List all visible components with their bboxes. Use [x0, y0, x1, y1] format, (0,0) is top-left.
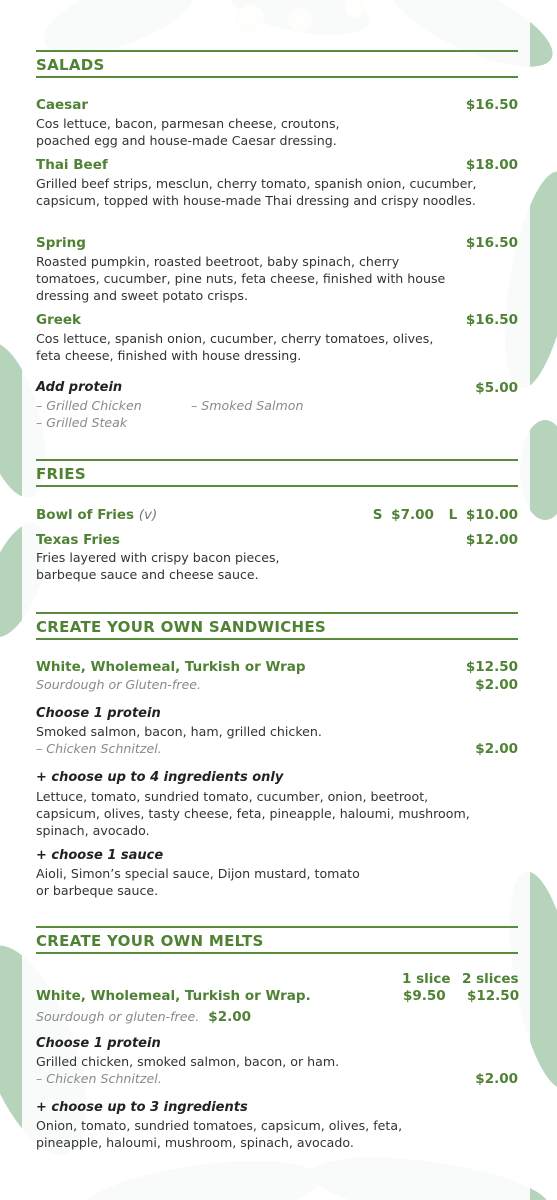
salad-thai-beef-price: $18.00 [465, 157, 518, 173]
melts-header [36, 926, 518, 954]
salads-title: SALADS [36, 56, 105, 74]
salad-spring-price: $16.50 [465, 235, 518, 251]
protein-option-salmon: – Smoked Salmon [191, 398, 304, 413]
texas-fries-desc-line2: barbeque sauce and cheese sauce. [36, 567, 259, 582]
sandwich-bread-alt-price: $2.00 [475, 677, 518, 693]
texas-fries-name: Texas Fries [36, 532, 120, 548]
melt-protein-extra: – Chicken Schnitzel. [36, 1071, 162, 1086]
salad-spring-desc: Roasted pumpkin, roasted beetroot, baby spinach, cherry tomatoes, cucumber, pine nuts, feta cheese, finished with house dressing and sweet potato crisps. [36, 254, 446, 303]
protein-option-steak: – Grilled Steak [36, 415, 128, 430]
melt-col-2-slices: 2 slices [462, 971, 519, 987]
melt-bread-price-2: $12.50 [467, 988, 520, 1004]
melt-ingredients-title: + choose up to 3 ingredients [36, 1100, 248, 1115]
melt-bread-price-1: $9.50 [403, 988, 446, 1004]
texas-fries-desc-line1: Fries layered with crispy bacon pieces, [36, 550, 280, 565]
salad-caesar-name: Caesar [36, 97, 88, 113]
melt-bread-alt-price: $2.00 [208, 1009, 251, 1025]
add-protein-price: $5.00 [475, 380, 518, 396]
sandwich-bread-name: White, Wholemeal, Turkish or Wrap [36, 659, 306, 675]
melt-bread-alt [36, 1006, 251, 1025]
melt-ingredients-desc-line2: pineapple, haloumi, mushroom, spinach, avocado. [36, 1135, 354, 1150]
melt-ingredients-desc-line1: Onion, tomato, sundried tomatoes, capsicum, olives, feta, [36, 1118, 403, 1133]
sandwiches-header [36, 612, 518, 640]
small-size-price: $7.00 [391, 507, 434, 523]
melt-protein-extra-price: $2.00 [475, 1071, 518, 1087]
sandwich-ingredients-title: + choose up to 4 ingredients only [36, 770, 284, 785]
sandwich-sauce-desc-line2: or barbeque sauce. [36, 883, 159, 898]
salad-thai-beef-desc: Grilled beef strips, mesclun, cherry tomato, spanish onion, cucumber, capsicum, topped with house-made Thai dressing and crispy noodles. [36, 176, 477, 208]
salad-caesar-price: $16.50 [465, 97, 518, 113]
sandwich-bread-price: $12.50 [465, 659, 518, 675]
salad-greek-price: $16.50 [465, 312, 518, 328]
protein-option-chicken: – Grilled Chicken [36, 398, 142, 413]
large-size-label: L [448, 507, 458, 523]
sandwich-sauce-desc-line1: Aioli, Simon’s special sauce, Dijon mustard, tomato [36, 866, 360, 881]
sandwich-protein-title: Choose 1 protein [36, 706, 161, 721]
small-size-label: S [372, 507, 383, 523]
sandwich-bread-alt: Sourdough or Gluten-free. [36, 677, 201, 692]
melt-col-1-slice: 1 slice [402, 971, 451, 987]
salad-greek-desc: Cos lettuce, spanish onion, cucumber, cherry tomatoes, olives, feta cheese, finished with house dressing. [36, 331, 434, 363]
salad-thai-beef-name: Thai Beef [36, 157, 108, 173]
fries-title: FRIES [36, 465, 86, 483]
salad-spring-name: Spring [36, 235, 86, 251]
sandwich-sauce-title: + choose 1 sauce [36, 848, 164, 863]
melt-protein-desc: Grilled chicken, smoked salmon, bacon, or ham. [36, 1054, 340, 1069]
salad-greek-name: Greek [36, 312, 82, 328]
sandwiches-title: CREATE YOUR OWN SANDWICHES [36, 618, 327, 636]
sandwich-protein-extra: – Chicken Schnitzel. [36, 741, 162, 756]
salad-caesar-desc: Cos lettuce, bacon, parmesan cheese, croutons, poached egg and house-made Caesar dressing. [36, 116, 340, 148]
bowl-of-fries-prices [373, 507, 518, 523]
sandwich-protein-desc: Smoked salmon, bacon, ham, grilled chicken. [36, 724, 322, 739]
melt-bread-alt-text: Sourdough or gluten-free. [36, 1009, 200, 1024]
melts-title: CREATE YOUR OWN MELTS [36, 932, 264, 950]
melt-bread-name: White, Wholemeal, Turkish or Wrap. [36, 988, 311, 1004]
sandwich-protein-extra-price: $2.00 [475, 741, 518, 757]
add-protein-title: Add protein [36, 380, 123, 395]
sandwich-ingredients-desc: Lettuce, tomato, sundried tomato, cucumber, onion, beetroot, capsicum, olives, tasty cheese, feta, pineapple, haloumi, mushroom, spinach, avocado. [36, 789, 470, 838]
bowl-of-fries-name: Bowl of Fries [36, 507, 135, 523]
salads-header [36, 50, 518, 78]
bowl-of-fries [36, 507, 157, 523]
melt-protein-title: Choose 1 protein [36, 1036, 161, 1051]
fries-header [36, 459, 518, 487]
large-size-price: $10.00 [465, 507, 518, 523]
texas-fries-price: $12.00 [465, 532, 518, 548]
vegetarian-marker: (v) [138, 507, 158, 523]
